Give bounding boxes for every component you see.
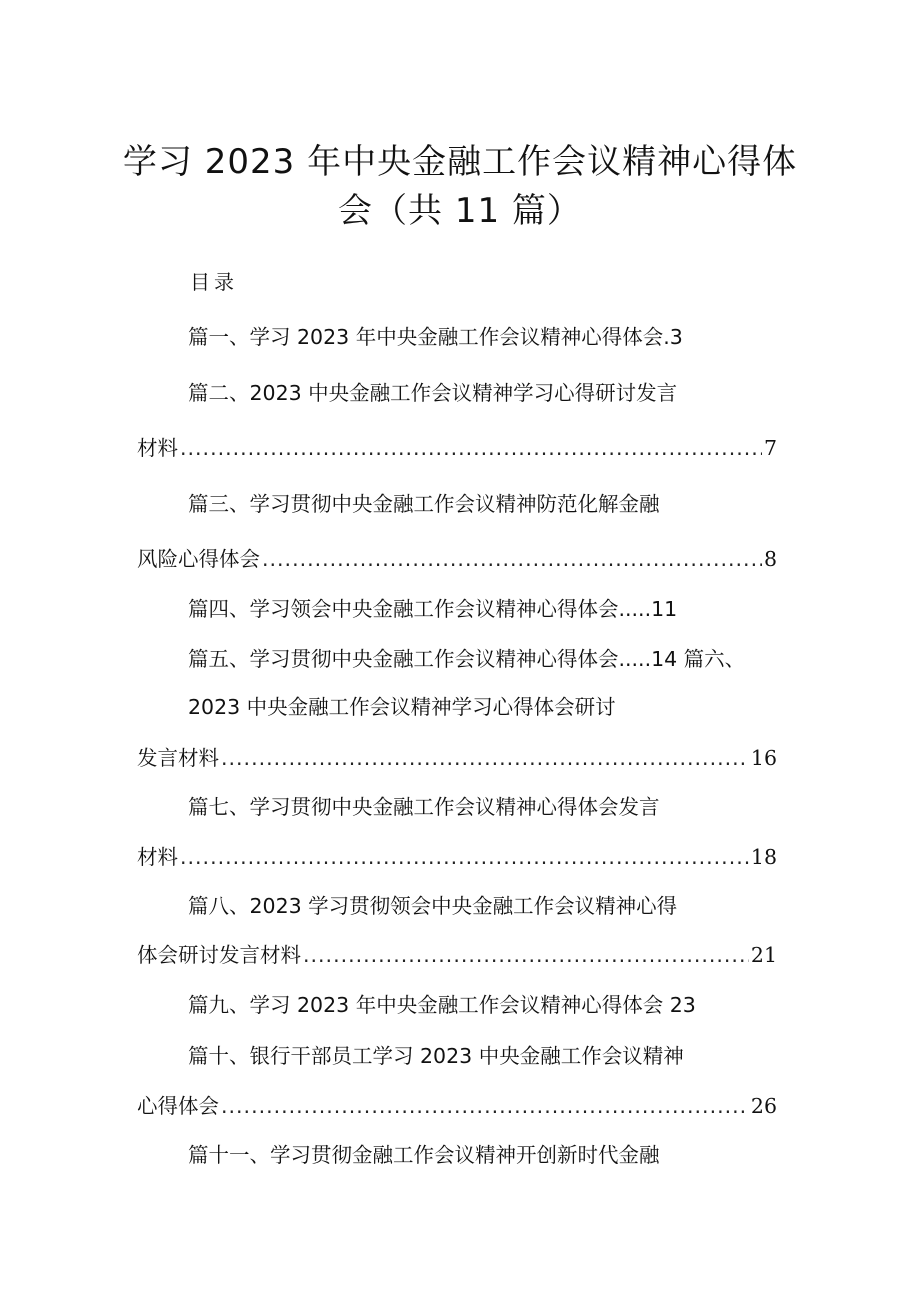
toc-entry-3-line-1[interactable]: 篇三、学习贯彻中央金融工作会议精神防范化解金融 (188, 492, 660, 516)
toc-entry-4[interactable]: 篇四、学习领会中央金融工作会议精神心得体会.....11 (188, 597, 678, 621)
toc-page-number: 7 (763, 436, 777, 460)
toc-entry-6-line-1[interactable]: 2023 中央金融工作会议精神学习心得体会研讨 (188, 695, 616, 719)
toc-entry-2-line-2[interactable] (137, 433, 777, 463)
toc-entry-10-line-1[interactable]: 篇十、银行干部员工学习 2023 中央金融工作会议精神 (188, 1044, 684, 1068)
dot-leader (180, 433, 762, 463)
toc-page-number: 8 (763, 547, 777, 571)
toc-entry-1[interactable]: 篇一、学习 2023 年中央金融工作会议精神心得体会.3 (188, 325, 683, 349)
dot-leader (180, 842, 749, 872)
toc-page-number: 26 (750, 1094, 777, 1118)
toc-entry-9[interactable]: 篇九、学习 2023 年中央金融工作会议精神心得体会 23 (188, 993, 696, 1017)
dot-leader (303, 940, 749, 970)
dot-leader (262, 544, 762, 574)
toc-entry-label: 材料 (137, 436, 178, 460)
toc-entry-7-line-1[interactable]: 篇七、学习贯彻中央金融工作会议精神心得体会发言 (188, 795, 660, 819)
document-title-line-2: 会（共 11 篇） (338, 191, 582, 231)
toc-entry-8-line-1[interactable]: 篇八、2023 学习贯彻领会中央金融工作会议精神心得 (188, 894, 678, 918)
toc-entry-label: 发言材料 (137, 746, 219, 770)
toc-entry-5[interactable]: 篇五、学习贯彻中央金融工作会议精神心得体会.....14 篇六、 (188, 647, 746, 671)
toc-entry-11-line-1[interactable]: 篇十一、学习贯彻金融工作会议精神开创新时代金融 (188, 1143, 660, 1167)
toc-entry-6-line-2[interactable] (137, 743, 777, 773)
toc-page-number: 18 (750, 845, 777, 869)
toc-entry-label: 心得体会 (137, 1094, 219, 1118)
toc-entry-3-line-2[interactable] (137, 544, 777, 574)
document-title-line-1: 学习 2023 年中央金融工作会议精神心得体 (122, 142, 798, 182)
toc-entry-7-line-2[interactable] (137, 842, 777, 872)
toc-entry-2-line-1[interactable]: 篇二、2023 中央金融工作会议精神学习心得研讨发言 (188, 381, 678, 405)
toc-entry-label: 风险心得体会 (137, 547, 260, 571)
toc-page-number: 21 (750, 943, 777, 967)
toc-entry-10-line-2[interactable] (137, 1091, 777, 1121)
toc-entry-label: 材料 (137, 845, 178, 869)
toc-heading: 目录 (190, 270, 238, 294)
toc-entry-label: 体会研讨发言材料 (137, 943, 301, 967)
toc-page-number: 16 (750, 746, 777, 770)
dot-leader (221, 1091, 749, 1121)
toc-entry-8-line-2[interactable] (137, 940, 777, 970)
dot-leader (221, 743, 749, 773)
